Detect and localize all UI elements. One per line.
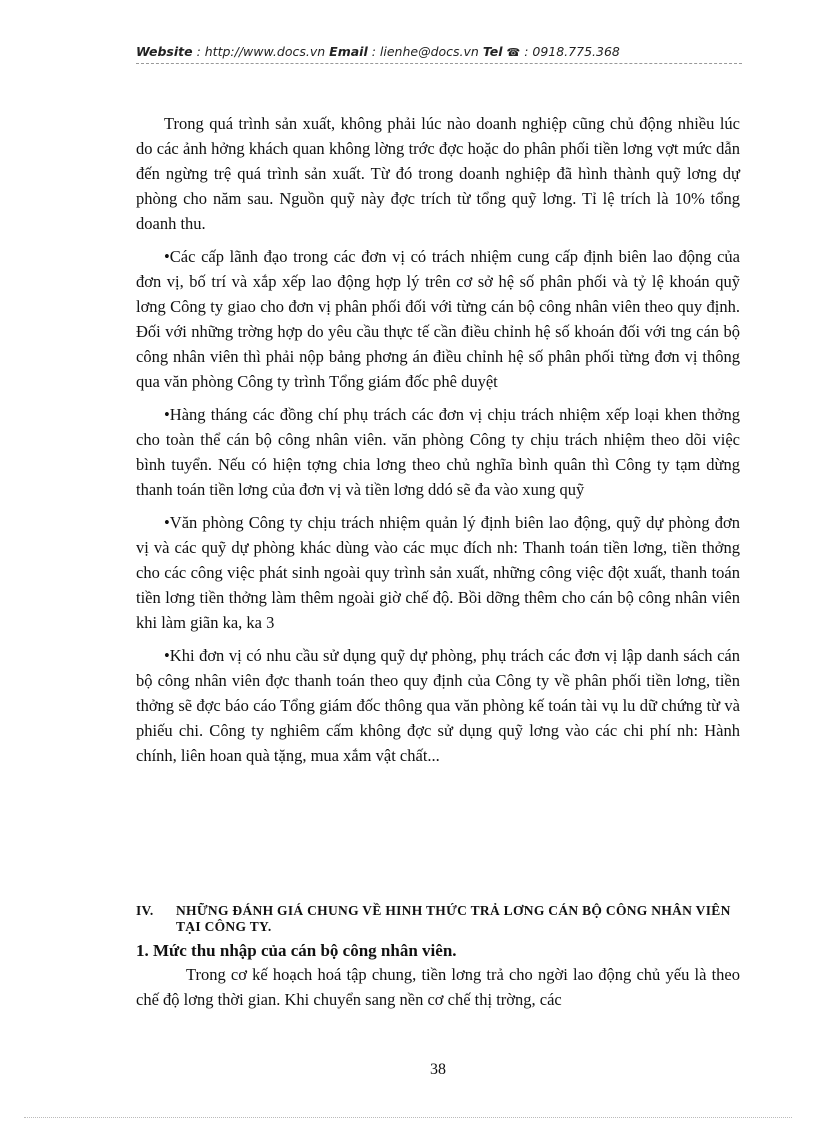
website-value: : http://www.docs.vn (196, 44, 326, 59)
paragraph-bullet-3: •Văn phòng Công ty chịu trách nhiệm quản lý định biên lao động, quỹ dự phòng đơn vị và các quỹ dự phòng khác dùng vào các mục đích nh: Thanh toán tiền lơng, tiền thởng cho các công việc phát sinh ngoài quy trình sản xuất, những công việc đột xuất, thanh toán tiền lơng tiền thởng làm thêm ngoài giờ chế độ. Bồi dỡng thêm cho cán bộ công nhân viên khi làm giãn ka, ka 3 (136, 513, 740, 632)
paragraph-final: Trong cơ kế hoạch hoá tập chung, tiền lơng trả cho ngời lao động chủ yếu là theo chế độ lơng thời gian. Khi chuyển sang nền cơ chế thị trờng, các (136, 965, 740, 1009)
page-header (136, 44, 742, 64)
footer-divider (24, 1117, 792, 1118)
website-label: Website (136, 44, 193, 59)
body-text (136, 111, 740, 776)
email-value: : lienhe@docs.vn (371, 44, 479, 59)
section-number: IV. (136, 903, 154, 918)
paragraph-bullet-1: •Các cấp lãnh đạo trong các đơn vị có trách nhiệm cung cấp định biên lao động của đơn vị, bố trí và xắp xếp lao động hợp lý trên cơ sở hệ số phân phối và tỷ lệ khoán quỹ lơng Công ty giao cho đơn vị phân phối đối với từng cán bộ công nhân viên theo quy định. Đối với những trờng hợp do yêu cầu thực tế cần điều chỉnh hệ số khoán đối với tng cán bộ công nhân viên thì phải nộp bảng phơng án điều chỉnh hệ số phân phối từng đơn vị thông qua văn phòng Công ty trình Tổng giám đốc phê duyệt (136, 247, 740, 391)
subsection-heading: 1. Mức thu nhập của cán bộ công nhân viên. (136, 941, 457, 960)
tel-value: : 0918.775.368 (524, 44, 620, 59)
section-title: NHỮNG ĐÁNH GIÁ CHUNG VỀ HINH THỨC TRẢ LƠNG CÁN BỘ CÔNG NHÂN VIÊN TẠI CÔNG TY. (176, 903, 731, 934)
section-heading (136, 903, 746, 935)
phone-icon: ☎ (506, 46, 521, 59)
page-number: 38 (430, 1061, 446, 1078)
paragraph-bullet-4: •Khi đơn vị có nhu cầu sử dụng quỹ dự phòng, phụ trách các đơn vị lập danh sách cán bộ công nhân viên đợc thanh toán theo quy định của Công ty về phân phối tiền lơng, tiền thởng sẽ đợc báo cáo Tổng giám đốc thông qua văn phòng kế toán tài vụ lu dữ chứng từ và phiếu chi. Công ty nghiêm cấm không đợc sử dụng quỹ lơng vào các chi phí nh: Hành chính, liên hoan quà tặng, mua xắm vật chất... (136, 646, 740, 765)
email-label: Email (329, 44, 368, 59)
body-text-continued (136, 962, 740, 1012)
paragraph-bullet-2: •Hàng tháng các đồng chí phụ trách các đơn vị chịu trách nhiệm xếp loại khen thởng cho toàn thể cán bộ công nhân viên. văn phòng Công ty chịu trách nhiệm theo dõi việc bình tuyển. Nếu có hiện tợng chia lơng theo chủ nghĩa bình quân thì Công ty tạm dừng thanh toán tiền lơng của đơn vị và tiền lơng ddó sẽ đa vào xung quỹ (136, 405, 740, 499)
tel-label: Tel (482, 44, 503, 59)
paragraph-intro: Trong quá trình sản xuất, không phải lúc nào doanh nghiệp cũng chủ động nhiều lúc do các ảnh hởng khách quan không lờng trớc đợc hoặc do phân phối tiền lơng vợt mức dẫn đến ngừng trệ quá trình sản xuất. Từ đó trong doanh nghiệp đã hình thành quỹ lơng dự phòng cho năm sau. Nguồn quỹ này đợc trích từ tổng quỹ lơng. Tỉ lệ trích là 10% tổng doanh thu. (136, 114, 740, 233)
